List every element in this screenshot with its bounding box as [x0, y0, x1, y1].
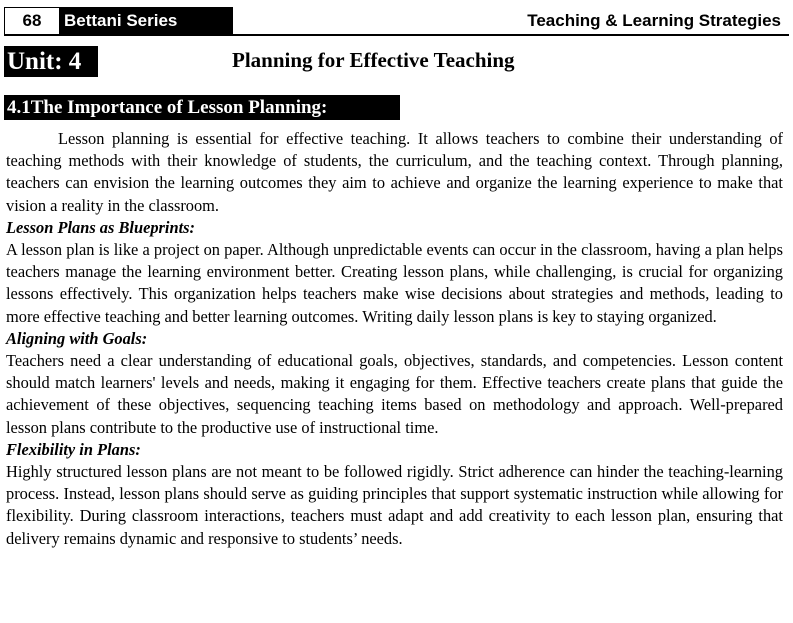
page-header: [4, 7, 789, 36]
subsection-heading: Flexibility in Plans:: [6, 439, 141, 459]
body-content: [6, 128, 783, 550]
subsection-paragraph: A lesson plan is like a project on paper. Although unpredictable events can occur in the classroom, having a plan helps teachers manage the learning environment better. Creating lesson plans, while challenging, is crucial for organizing lessons effectively. This organization helps teachers make wise decisions about strategies and methods, leading to more effective teaching and better learning outcomes. Writing daily lesson plans is key to staying organized.: [6, 240, 783, 326]
subsection-heading: Aligning with Goals:: [6, 328, 148, 348]
series-label: Bettani Series: [60, 7, 233, 34]
book-title: Teaching & Learning Strategies: [527, 10, 781, 30]
page-number: 68: [4, 7, 60, 34]
unit-label: Unit: 4: [4, 46, 98, 77]
section-heading: [4, 95, 400, 120]
intro-paragraph: Lesson planning is essential for effective teaching. It allows teachers to combine their understanding of teaching methods with their knowledge of students, the curriculum, and the teaching context. Through planning, teachers can envision the learning outcomes they aim to achieve and organize the learning experience to make that vision a reality in the classroom.: [6, 129, 783, 215]
subsection-paragraph: Teachers need a clear understanding of educational goals, objectives, standards, and competencies. Lesson content should match learners' levels and needs, making it engaging for them. Effective teachers create plans that guide the achievement of these objectives, sequencing teaching items based on methodology and approach. Well-prepared lesson plans contribute to the productive use of instructional time.: [6, 351, 783, 437]
subsection-heading: Lesson Plans as Blueprints:: [6, 217, 195, 237]
section-title: The Importance of Lesson Planning:: [30, 96, 328, 118]
subsection-paragraph: Highly structured lesson plans are not meant to be followed rigidly. Strict adherence can hinder the teaching-learning process. Instead, lesson plans should serve as guiding principles that support systematic instruction while allowing for flexibility. During classroom interactions, teachers must adapt and add creativity to each lesson plan, ensuring that delivery remains dynamic and responsive to students’ needs.: [6, 462, 783, 548]
unit-title: Planning for Effective Teaching: [232, 48, 515, 72]
section-number: 4.1: [7, 96, 31, 118]
